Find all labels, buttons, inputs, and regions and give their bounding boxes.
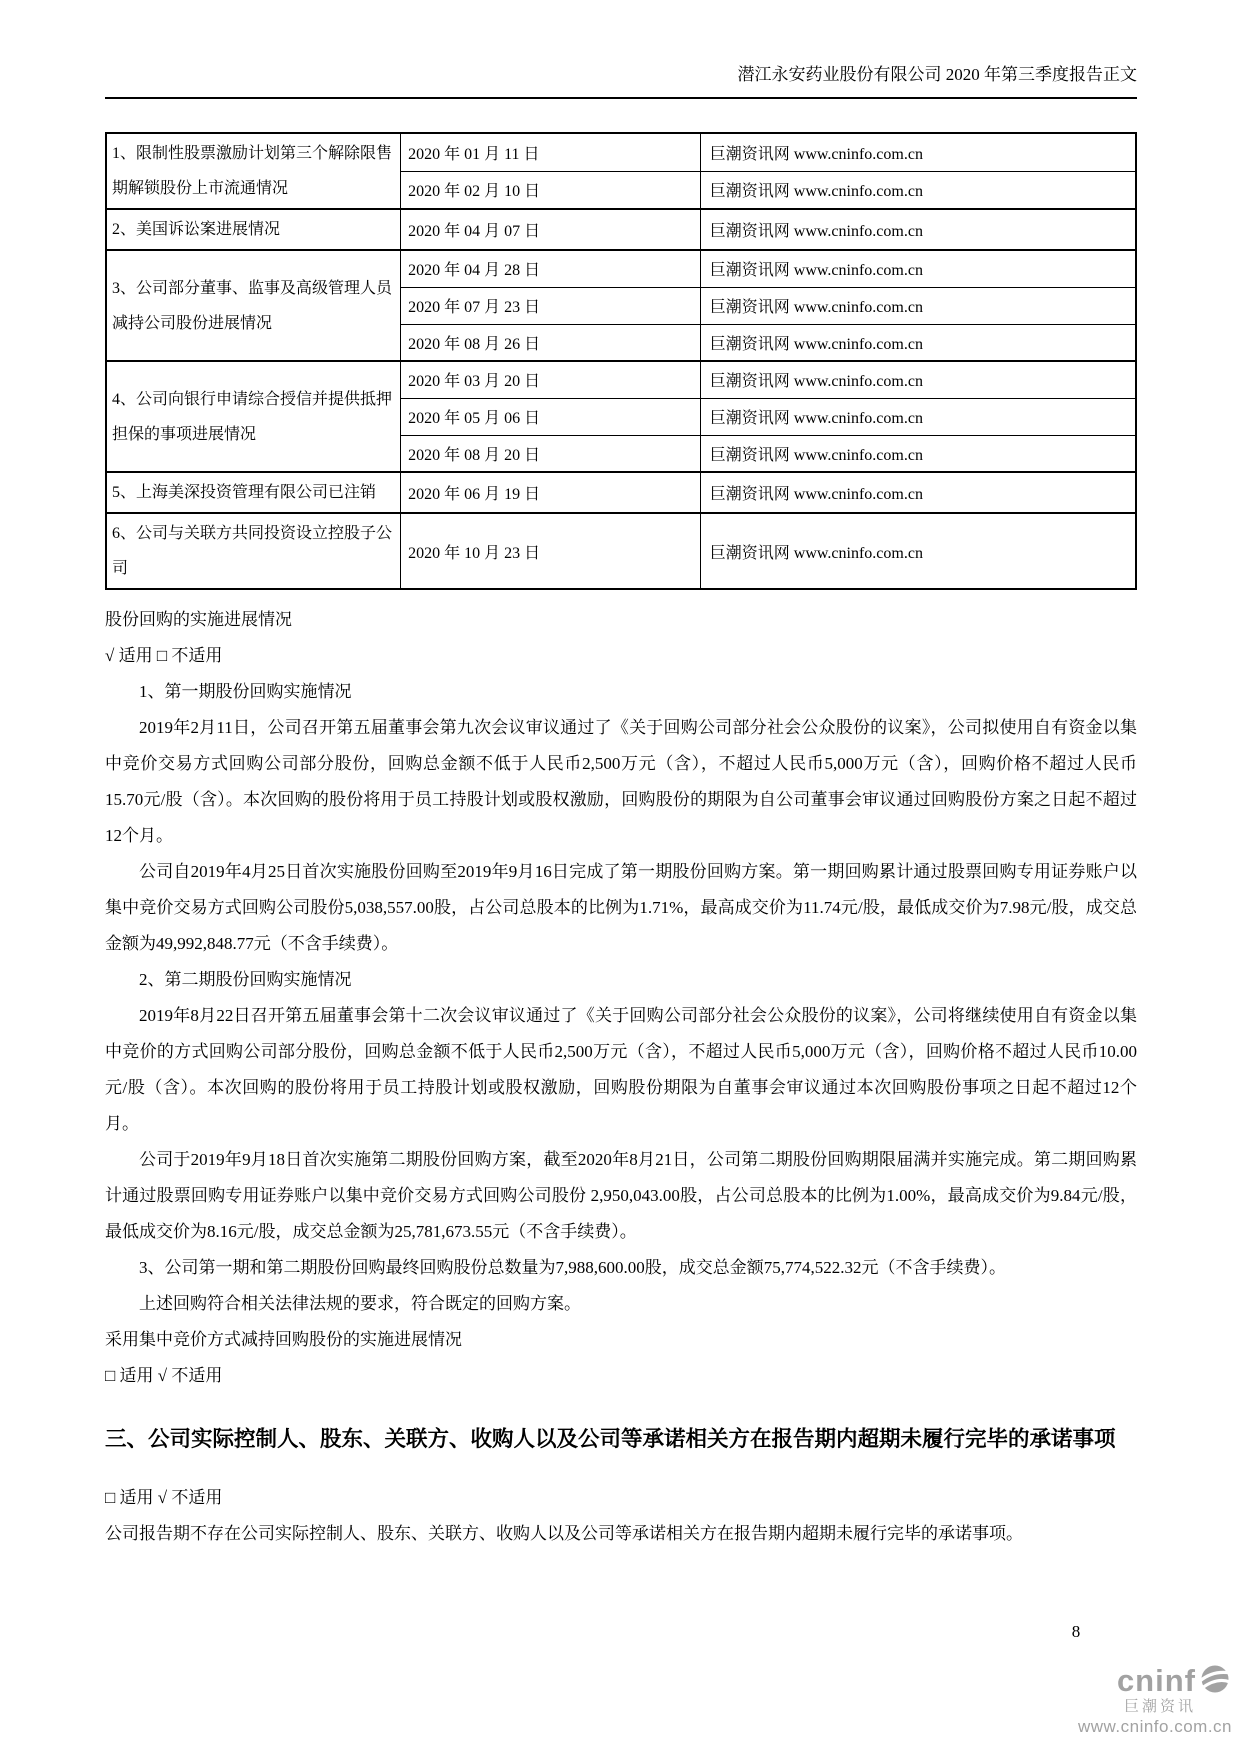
announcement-date-cell: 2020 年 04 月 07 日 [401, 209, 701, 250]
section3-body-paragraph: 公司报告期不存在公司实际控制人、股东、关联方、收购人以及公司等承诺相关方在报告期内超期未履行完毕的承诺事项。 [105, 1524, 1023, 1543]
buyback-phase2-result-paragraph: 公司于2019年9月18日首次实施第二期股份回购方案，截至2020年8月21日，公司第二期股份回购期限届满并实施完成。第二期回购累计通过股票回购专用证券账户以集中竞价交易方式回购公司股份 2,950,043.00股，占公司总股本的比例为1.00%，最高成交价为9.84元/股，最低成交价为8.16元/股，成交总金额为25,781,673.55元（不含手续费）。 [105, 1150, 1137, 1241]
announcement-source-cell: 巨潮资讯网 www.cninfo.com.cn [700, 513, 1136, 589]
section3-applicable-line: □ 适用 √ 不适用 [105, 1488, 223, 1507]
buyback-phase1-paragraph: 2019年2月11日，公司召开第五届董事会第九次会议审议通过了《关于回购公司部分社会公众股份的议案》，公司拟使用自有资金以集中竞价交易方式回购公司部分股份，回购总金额不低于人民币2,500万元（含），不超过人民币5,000万元（含），回购价格不超过人民币15.70元/股（含）。本次回购的股份将用于员工持股计划或股权激励，回购股份的期限为自公司董事会审议通过回购股份方案之日起不超过12个月。 [105, 718, 1137, 845]
announcement-item-cell: 6、公司与关联方共同投资设立控股子公司 [106, 513, 401, 589]
cninfo-logo-url: www.cninfo.com.cn [1078, 1717, 1232, 1736]
table-row [106, 472, 1136, 513]
announcement-source-cell: 巨潮资讯网 www.cninfo.com.cn [700, 133, 1136, 171]
reduce-applicable-line: □ 适用 √ 不适用 [105, 1366, 223, 1385]
announcement-date-cell: 2020 年 02 月 10 日 [401, 171, 701, 209]
announcement-date-cell: 2020 年 08 月 26 日 [401, 324, 701, 361]
announcement-source-cell: 巨潮资讯网 www.cninfo.com.cn [700, 472, 1136, 513]
cninfo-logo-text: cninf [1116, 1663, 1196, 1698]
announcement-source-cell: 巨潮资讯网 www.cninfo.com.cn [700, 209, 1136, 250]
announcement-date-cell: 2020 年 05 月 06 日 [401, 398, 701, 435]
announcement-source-cell: 巨潮资讯网 www.cninfo.com.cn [700, 361, 1136, 398]
section3-heading: 三、公司实际控制人、股东、关联方、收购人以及公司等承诺相关方在报告期内超期未履行完毕的承诺事项 [105, 1427, 1116, 1451]
announcement-date-cell: 2020 年 06 月 19 日 [401, 472, 701, 513]
table-row [106, 513, 1136, 589]
announcement-item-cell: 2、美国诉讼案进展情况 [106, 209, 401, 250]
announcement-item-cell: 4、公司向银行申请综合授信并提供抵押担保的事项进展情况 [106, 361, 401, 472]
page-header-title: 潜江永安药业股份有限公司 2020 年第三季度报告正文 [105, 0, 1137, 99]
buyback-phase2-paragraph: 2019年8月22日召开第五届董事会第十二次会议审议通过了《关于回购公司部分社会公众股份的议案》，公司将继续使用自有资金以集中竞价的方式回购公司部分股份，回购总金额不低于人民币2,500万元（含），不超过人民币5,000万元（含），回购价格不超过人民币10.00元/股（含）。本次回购的股份将用于员工持股计划或股权激励，回购股份期限为自董事会审议通过本次回购股份事项之日起不超过12个月。 [105, 1006, 1137, 1133]
table-row [106, 250, 1136, 287]
buyback-applicable-line: √ 适用 □ 不适用 [105, 646, 223, 665]
announcement-item-cell: 5、上海美深投资管理有限公司已注销 [106, 472, 401, 513]
announcement-source-cell: 巨潮资讯网 www.cninfo.com.cn [700, 171, 1136, 209]
announcement-source-cell: 巨潮资讯网 www.cninfo.com.cn [700, 435, 1136, 472]
buyback-compliance-paragraph: 上述回购符合相关法律法规的要求，符合既定的回购方案。 [139, 1294, 581, 1313]
announcement-date-cell: 2020 年 01 月 11 日 [401, 133, 701, 171]
announcement-source-cell: 巨潮资讯网 www.cninfo.com.cn [700, 398, 1136, 435]
announcement-date-cell: 2020 年 08 月 20 日 [401, 435, 701, 472]
announcements-table-body [106, 133, 1136, 589]
announcements-table [105, 132, 1137, 590]
announcement-source-cell: 巨潮资讯网 www.cninfo.com.cn [700, 287, 1136, 324]
announcement-item-cell: 3、公司部分董事、监事及高级管理人员减持公司股份进展情况 [106, 250, 401, 361]
announcement-source-cell: 巨潮资讯网 www.cninfo.com.cn [700, 250, 1136, 287]
buyback-total-paragraph: 3、公司第一期和第二期股份回购最终回购股份总数量为7,988,600.00股，成交总金额75,774,522.32元（不含手续费）。 [139, 1258, 1006, 1277]
announcement-date-cell: 2020 年 04 月 28 日 [401, 250, 701, 287]
buyback-progress-title: 股份回购的实施进展情况 [105, 610, 292, 629]
announcement-date-cell: 2020 年 10 月 23 日 [401, 513, 701, 589]
cninfo-logo-subtitle: 巨潮资讯 [1123, 1698, 1196, 1715]
announcement-item-cell: 1、限制性股票激励计划第三个解除限售期解锁股份上市流通情况 [106, 133, 401, 209]
table-row [106, 361, 1136, 398]
page-number: 8 [1071, 1622, 1081, 1641]
table-row [106, 209, 1136, 250]
table-row [106, 133, 1136, 171]
announcement-date-cell: 2020 年 07 月 23 日 [401, 287, 701, 324]
buyback-phase1-subtitle: 1、第一期股份回购实施情况 [139, 682, 352, 701]
cninfo-logo [1078, 1664, 1232, 1735]
buyback-phase1-result-paragraph: 公司自2019年4月25日首次实施股份回购至2019年9月16日完成了第一期股份回购方案。第一期回购累计通过股票回购专用证券账户以集中竞价交易方式回购公司股份5,038,557.00股，占公司总股本的比例为1.71%，最高成交价为11.74元/股，最低成交价为7.98元/股，成交总金额为49,992,848.77元（不含手续费）。 [105, 862, 1137, 953]
cninfo-swirl-icon [1199, 1664, 1232, 1698]
buyback-phase2-subtitle: 2、第二期股份回购实施情况 [139, 970, 352, 989]
announcement-source-cell: 巨潮资讯网 www.cninfo.com.cn [700, 324, 1136, 361]
announcement-date-cell: 2020 年 03 月 20 日 [401, 361, 701, 398]
reduce-progress-title: 采用集中竞价方式减持回购股份的实施进展情况 [105, 1330, 462, 1349]
